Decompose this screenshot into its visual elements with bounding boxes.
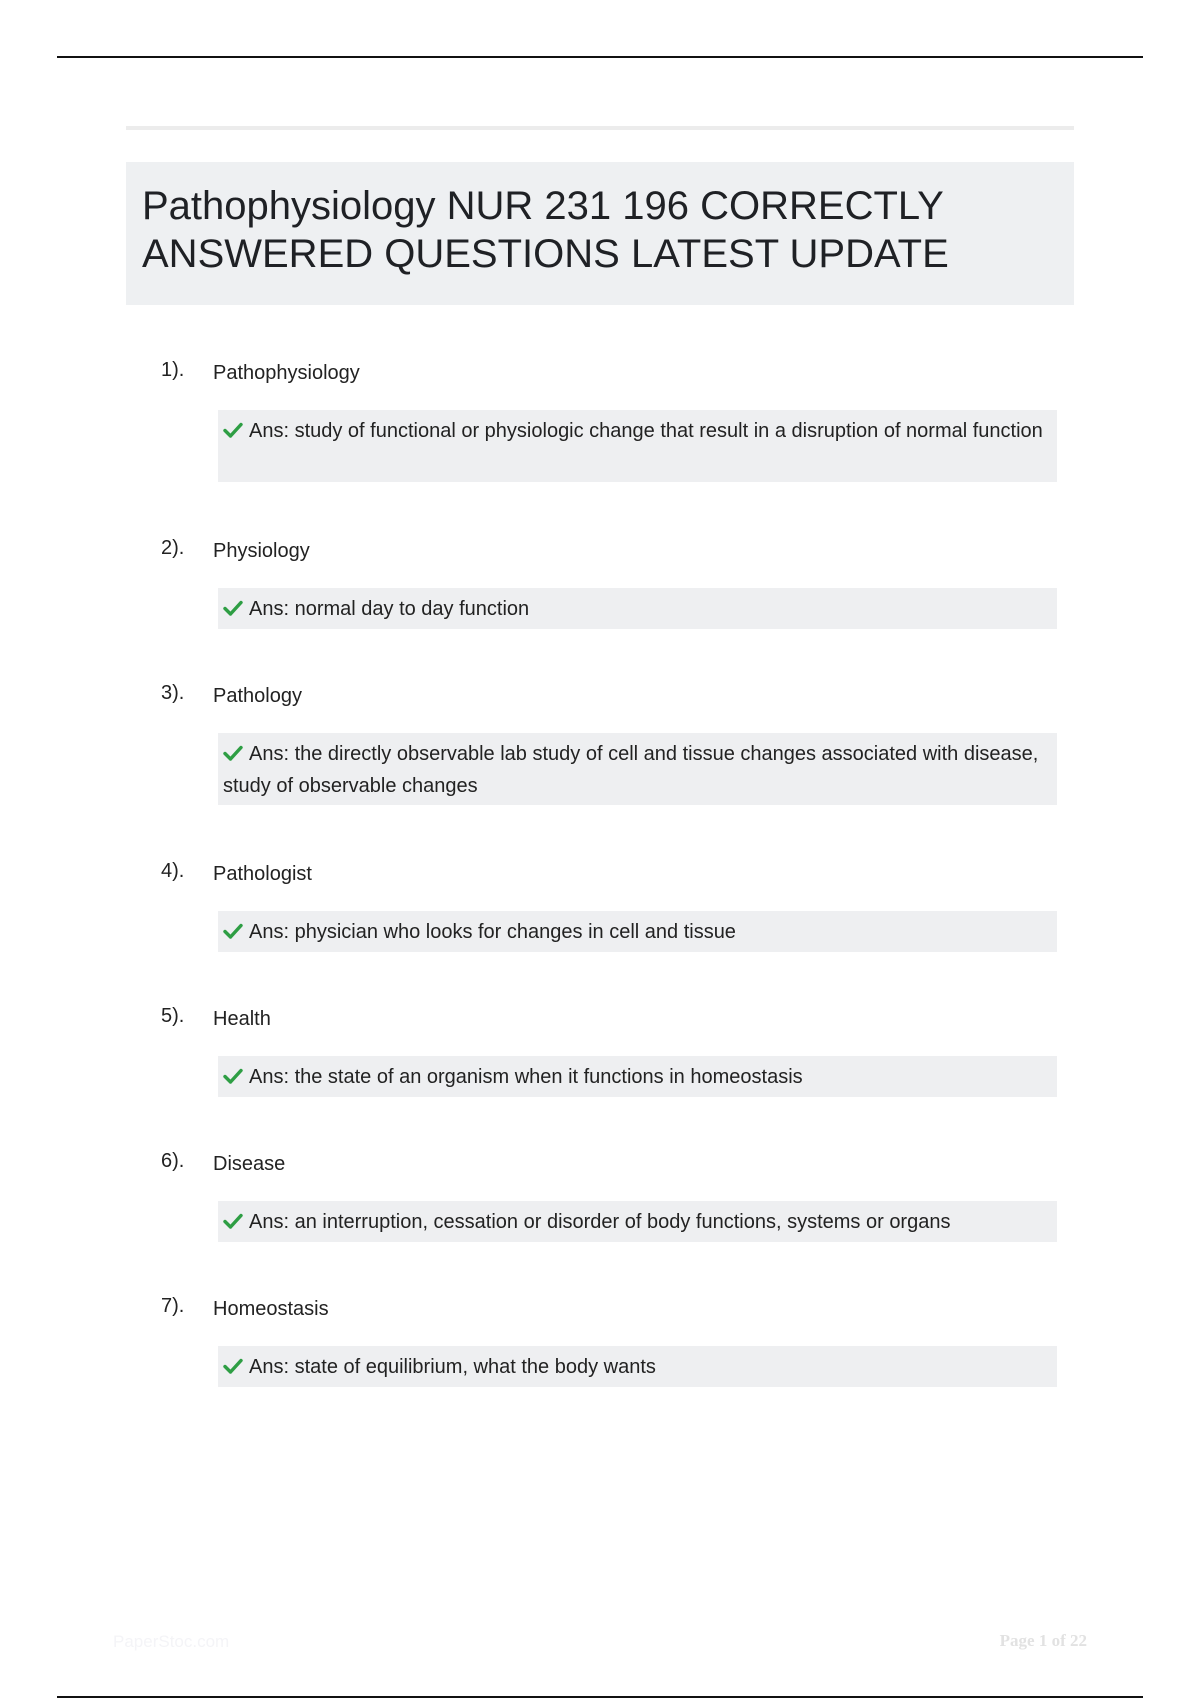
- question-term: Pathologist: [213, 863, 312, 885]
- question-number: 6).: [161, 1150, 185, 1172]
- question-number: 7).: [161, 1295, 185, 1317]
- footer-watermark: PaperStoc.com: [113, 1632, 230, 1651]
- title-block: [126, 162, 1074, 305]
- check-icon: [223, 600, 243, 616]
- answer-text: Ans: study of functional or physiologic change that result in a disruption of normal function: [249, 420, 1043, 442]
- header-divider: [126, 126, 1074, 130]
- question-number: 2).: [161, 537, 185, 559]
- answer-text: Ans: physician who looks for changes in cell and tissue: [249, 921, 736, 943]
- question-number: 4).: [161, 860, 185, 882]
- answer-text: Ans: normal day to day function: [249, 598, 530, 620]
- answer-box: [218, 588, 1057, 629]
- question-term: Disease: [213, 1153, 286, 1175]
- check-icon: [223, 1358, 243, 1374]
- answer-box: [218, 733, 1057, 805]
- answer-box: [218, 1056, 1057, 1097]
- question-number: 3).: [161, 682, 185, 704]
- answer-box: [218, 1201, 1057, 1242]
- check-icon: [223, 422, 243, 438]
- question-number: 5).: [161, 1005, 185, 1027]
- document-title: Pathophysiology NUR 231 196 CORRECTLY ANSWERED QUESTIONS LATEST UPDATE: [142, 184, 949, 276]
- answer-box: [218, 1346, 1057, 1387]
- answer-text: Ans: the directly observable lab study of cell and tissue changes associated with disease, study of observable changes: [223, 743, 1039, 797]
- answer-text: Ans: state of equilibrium, what the body wants: [249, 1356, 656, 1378]
- answer-text: Ans: an interruption, cessation or disorder of body functions, systems or organs: [249, 1211, 951, 1233]
- question-term: Pathophysiology: [213, 362, 360, 384]
- bottom-rule: [57, 1696, 1143, 1698]
- question-number: 1).: [161, 359, 185, 381]
- answer-box: [218, 911, 1057, 952]
- answer-text: Ans: the state of an organism when it functions in homeostasis: [249, 1066, 803, 1088]
- check-icon: [223, 923, 243, 939]
- answer-box: [218, 410, 1057, 482]
- question-term: Physiology: [213, 540, 310, 562]
- page-number: Page 1 of 22: [999, 1631, 1087, 1650]
- question-term: Health: [213, 1008, 271, 1030]
- question-term: Pathology: [213, 685, 302, 707]
- check-icon: [223, 1068, 243, 1084]
- question-term: Homeostasis: [213, 1298, 329, 1320]
- check-icon: [223, 1213, 243, 1229]
- check-icon: [223, 745, 243, 761]
- top-rule: [57, 56, 1143, 58]
